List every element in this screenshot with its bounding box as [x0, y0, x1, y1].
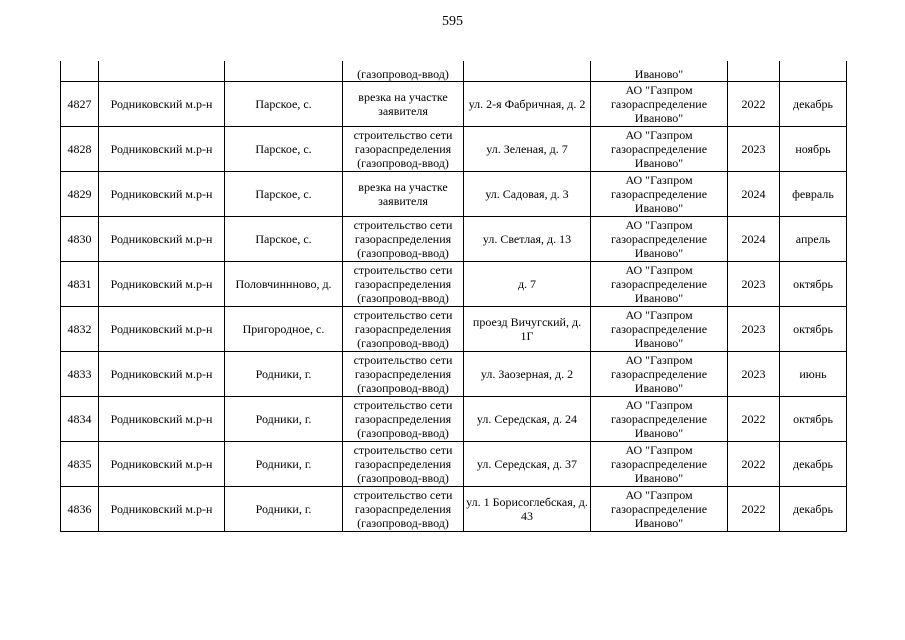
cell-work-type: строительство сети газораспределения (газопровод-ввод) [343, 217, 464, 262]
cell-organization: АО "Газпром газораспределение Иваново" [591, 262, 728, 307]
cell-num: 4828 [61, 127, 99, 172]
cell-district: Родниковский м.р-н [99, 262, 225, 307]
cell-year: 2024 [728, 172, 780, 217]
cell-district: Родниковский м.р-н [99, 217, 225, 262]
cell-locality: Парское, с. [225, 217, 343, 262]
cell-address: проезд Вичугский, д. 1Г [464, 307, 591, 352]
cell-num [61, 61, 99, 82]
cell-address: ул. 2-я Фабричная, д. 2 [464, 82, 591, 127]
cell-work-type: врезка на участке заявителя [343, 82, 464, 127]
cell-work-type: строительство сети газораспределения (газопровод-ввод) [343, 397, 464, 442]
table-row [61, 307, 847, 352]
cell-district: Родниковский м.р-н [99, 82, 225, 127]
cell-district: Родниковский м.р-н [99, 127, 225, 172]
cell-organization: Иваново" [591, 61, 728, 82]
cell-district: Родниковский м.р-н [99, 352, 225, 397]
table-row [61, 82, 847, 127]
cell-address: ул. Светлая, д. 13 [464, 217, 591, 262]
cell-organization: АО "Газпром газораспределение Иваново" [591, 487, 728, 532]
cell-district: Родниковский м.р-н [99, 172, 225, 217]
table-row [61, 127, 847, 172]
cell-num: 4834 [61, 397, 99, 442]
cell-address: ул. Середская, д. 37 [464, 442, 591, 487]
cell-work-type: строительство сети газораспределения (газопровод-ввод) [343, 127, 464, 172]
cell-num: 4830 [61, 217, 99, 262]
cell-year: 2023 [728, 352, 780, 397]
cell-month: декабрь [780, 487, 847, 532]
cell-year: 2022 [728, 82, 780, 127]
cell-month [780, 61, 847, 82]
table-row [61, 442, 847, 487]
cell-num: 4829 [61, 172, 99, 217]
cell-work-type: строительство сети газораспределения (газопровод-ввод) [343, 307, 464, 352]
cell-month: октябрь [780, 397, 847, 442]
cell-month: апрель [780, 217, 847, 262]
cell-year: 2022 [728, 487, 780, 532]
cell-organization: АО "Газпром газораспределение Иваново" [591, 307, 728, 352]
table-row [61, 397, 847, 442]
cell-month: июнь [780, 352, 847, 397]
cell-month: декабрь [780, 82, 847, 127]
cell-num: 4835 [61, 442, 99, 487]
cell-work-type: строительство сети газораспределения (газопровод-ввод) [343, 352, 464, 397]
cell-district: Родниковский м.р-н [99, 397, 225, 442]
cell-organization: АО "Газпром газораспределение Иваново" [591, 172, 728, 217]
cell-num: 4836 [61, 487, 99, 532]
cell-work-type: врезка на участке заявителя [343, 172, 464, 217]
cell-district: Родниковский м.р-н [99, 442, 225, 487]
cell-locality: Пригородное, с. [225, 307, 343, 352]
cell-month: октябрь [780, 262, 847, 307]
cell-year: 2024 [728, 217, 780, 262]
cell-num: 4831 [61, 262, 99, 307]
table-row [61, 352, 847, 397]
cell-address: ул. 1 Борисоглебская, д. 43 [464, 487, 591, 532]
cell-address: ул. Середская, д. 24 [464, 397, 591, 442]
cell-locality: Родники, г. [225, 352, 343, 397]
cell-organization: АО "Газпром газораспределение Иваново" [591, 397, 728, 442]
page-number: 595 [442, 14, 463, 29]
cell-organization: АО "Газпром газораспределение Иваново" [591, 217, 728, 262]
cell-month: октябрь [780, 307, 847, 352]
cell-num: 4833 [61, 352, 99, 397]
cell-locality: Родники, г. [225, 397, 343, 442]
cell-year: 2023 [728, 262, 780, 307]
cell-month: декабрь [780, 442, 847, 487]
cell-locality: Парское, с. [225, 172, 343, 217]
cell-year [728, 61, 780, 82]
cell-month: февраль [780, 172, 847, 217]
cell-locality: Родники, г. [225, 442, 343, 487]
cell-organization: АО "Газпром газораспределение Иваново" [591, 127, 728, 172]
table-row [61, 262, 847, 307]
cell-work-type: (газопровод-ввод) [343, 61, 464, 82]
cell-locality: Парское, с. [225, 127, 343, 172]
cell-year: 2023 [728, 307, 780, 352]
cell-locality: Половчиннново, д. [225, 262, 343, 307]
cell-work-type: строительство сети газораспределения (газопровод-ввод) [343, 487, 464, 532]
table-row-continued [61, 61, 847, 82]
cell-address: ул. Заозерная, д. 2 [464, 352, 591, 397]
cell-num: 4832 [61, 307, 99, 352]
cell-address [464, 61, 591, 82]
cell-district: Родниковский м.р-н [99, 307, 225, 352]
cell-year: 2023 [728, 127, 780, 172]
cell-year: 2022 [728, 442, 780, 487]
cell-work-type: строительство сети газораспределения (газопровод-ввод) [343, 262, 464, 307]
cell-district: Родниковский м.р-н [99, 487, 225, 532]
cell-locality [225, 61, 343, 82]
table-row [61, 487, 847, 532]
cell-num: 4827 [61, 82, 99, 127]
cell-organization: АО "Газпром газораспределение Иваново" [591, 442, 728, 487]
cell-address: ул. Зеленая, д. 7 [464, 127, 591, 172]
cell-year: 2022 [728, 397, 780, 442]
cell-locality: Парское, с. [225, 82, 343, 127]
cell-locality: Родники, г. [225, 487, 343, 532]
gasification-table [60, 61, 847, 532]
cell-organization: АО "Газпром газораспределение Иваново" [591, 352, 728, 397]
cell-work-type: строительство сети газораспределения (газопровод-ввод) [343, 442, 464, 487]
table-row [61, 217, 847, 262]
cell-address: ул. Садовая, д. 3 [464, 172, 591, 217]
cell-month: ноябрь [780, 127, 847, 172]
cell-organization: АО "Газпром газораспределение Иваново" [591, 82, 728, 127]
cell-district [99, 61, 225, 82]
cell-address: д. 7 [464, 262, 591, 307]
table-row [61, 172, 847, 217]
